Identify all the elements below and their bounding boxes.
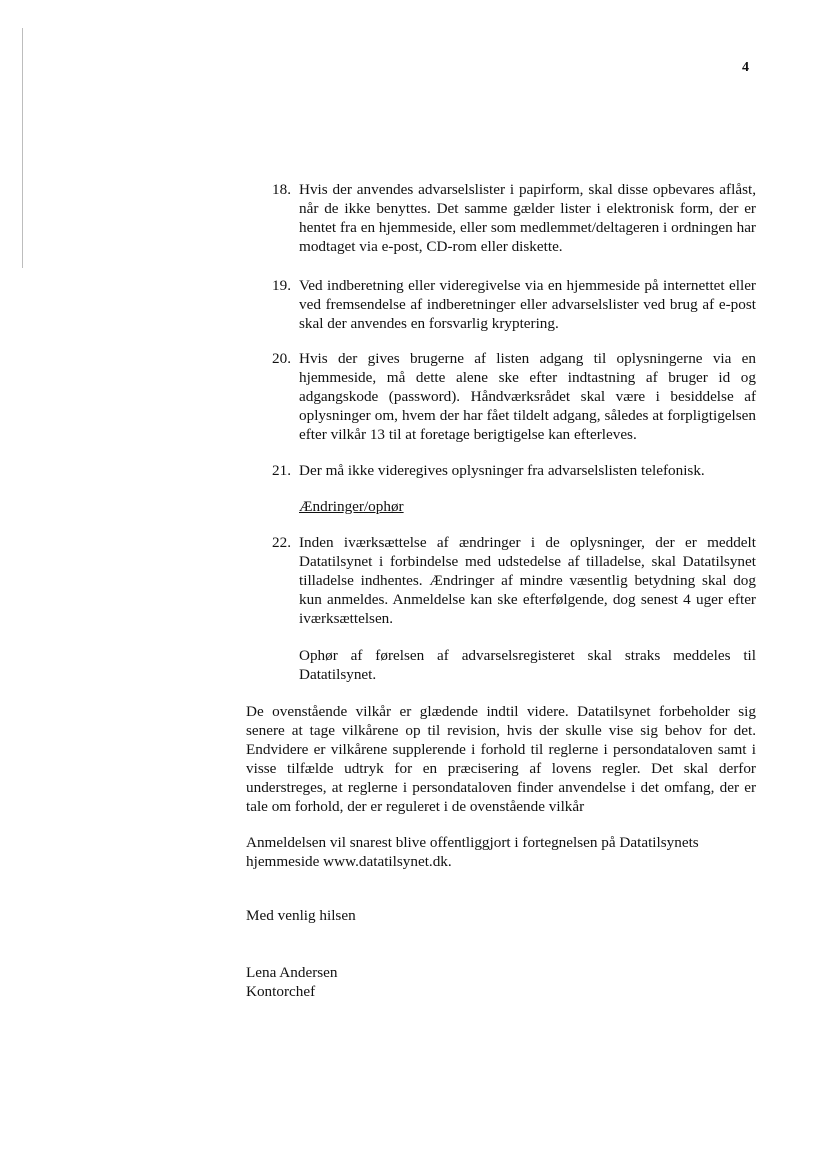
publication-paragraph: Anmeldelsen vil snarest blive offentliggjort i fortegnelsen på Datatilsynets hjemmeside www.datatilsynet.dk. bbox=[246, 834, 699, 870]
item-number: 18. bbox=[272, 181, 291, 198]
list-item-19 bbox=[272, 276, 756, 333]
item-text: Inden iværksættelse af ændringer i de oplysninger, der er meddelt Datatilsynet i forbindelse med udstedelse af tilladelse, skal Datatilsynet tilladelse indhentes. Ændringer af mindre væsentlig betydning skal dog kun anmeldes. Anmeldelse kan ske efterfølgende, dog senest 4 uger efter iværksættelsen. bbox=[299, 534, 756, 627]
page-number: 4 bbox=[742, 60, 749, 75]
item-number: 20. bbox=[272, 350, 291, 367]
list-item-20 bbox=[272, 349, 756, 444]
signature-title: Kontorchef bbox=[246, 983, 316, 1000]
greeting: Med venlig hilsen bbox=[246, 907, 356, 924]
item-text: Hvis der gives brugerne af listen adgang til oplysningerne via en hjemmeside, må dette alene ske efter indtastning af bruger id og adgangskode (password). Håndværksrådet skal være i besiddelse af oplysninger om, hvem der har fået tildelt adgang, således at forpligtigelsen efter vilkår 13 til at foretage berigtigelse kan efterleves. bbox=[299, 350, 756, 443]
item-number: 22. bbox=[272, 534, 291, 551]
closing-paragraph: De ovenstående vilkår er glædende indtil videre. Datatilsynet forbeholder sig senere at tage vilkårene op til revision, hvis der skulle vise sig behov for det. Endvidere er vilkårene supplerende i forhold til reglerne i persondataloven samt i visse tilfælde udtryk for en præcisering af lovens regler. Det skal derfor understreges, at reglerne i persondataloven finder anvendelse i det omfang, der er tale om forhold, der er reguleret i de ovenstående vilkår bbox=[246, 703, 756, 815]
termination-paragraph: Ophør af førelsen af advarselsregisteret skal straks meddeles til Datatilsynet. bbox=[299, 647, 756, 683]
item-text: Hvis der anvendes advarselslister i papirform, skal disse opbevares aflåst, når de ikke benyttes. Det samme gælder lister i elektronisk form, der er hentet fra en hjemmeside, eller som medlemmet/deltageren i ordningen har modtaget via e-post, CD-rom eller diskette. bbox=[299, 181, 756, 255]
item-text: Ved indberetning eller videregivelse via en hjemmeside på internettet eller ved fremsendelse af indberetninger eller advarselslister ved brug af e-post skal der anvendes en forsvarlig kryptering. bbox=[299, 277, 756, 332]
scan-edge-line bbox=[22, 28, 23, 268]
signature-name: Lena Andersen bbox=[246, 964, 338, 981]
item-text: Der må ikke videregives oplysninger fra advarselslisten telefonisk. bbox=[299, 462, 705, 479]
list-item-18 bbox=[272, 180, 756, 256]
section-heading: Ændringer/ophør bbox=[299, 498, 404, 515]
list-item-21 bbox=[272, 461, 756, 480]
item-number: 19. bbox=[272, 277, 291, 294]
list-item-22 bbox=[272, 533, 756, 628]
item-number: 21. bbox=[272, 462, 291, 479]
